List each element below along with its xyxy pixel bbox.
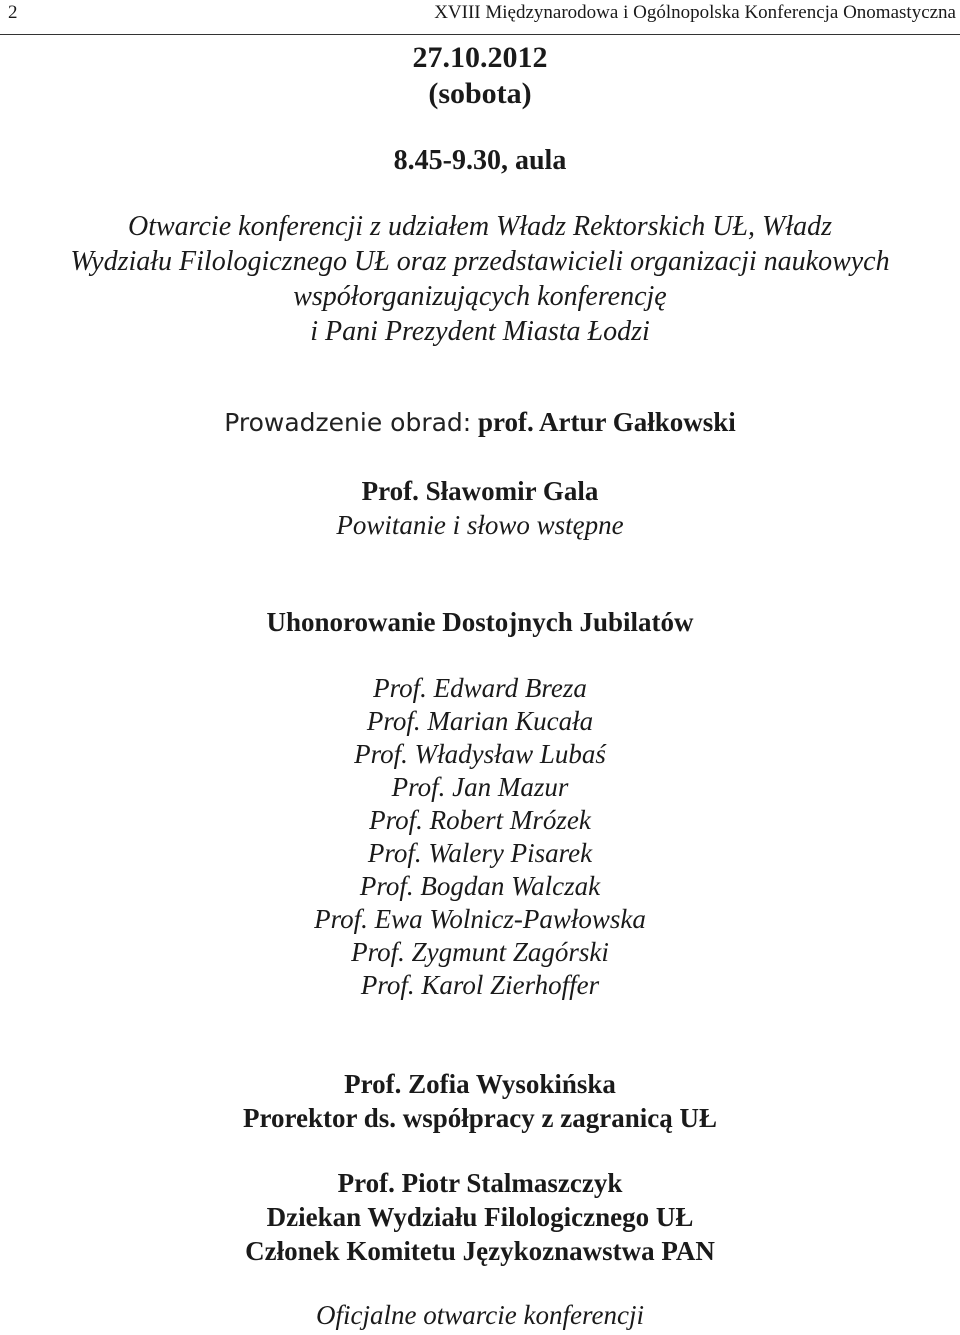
opening-line: i Pani Prezydent Miasta Łodzi bbox=[310, 316, 650, 347]
page-header bbox=[0, 0, 960, 35]
session-day: (sobota) bbox=[428, 77, 532, 110]
speaker-name: Prof. Sławomir Gala bbox=[361, 476, 599, 506]
chair-label: Prowadzenie obrad: bbox=[224, 408, 472, 437]
jubilee-item: Prof. Władysław Lubaś bbox=[354, 739, 606, 769]
jubilee-item: Prof. Walery Pisarek bbox=[367, 838, 593, 868]
chair-name: prof. Artur Gałkowski bbox=[477, 407, 736, 437]
jubilee-item: Prof. Edward Breza bbox=[373, 673, 587, 703]
jubilee-item: Prof. Jan Mazur bbox=[391, 772, 569, 802]
speaker-talk-title: Powitanie i słowo wstępne bbox=[336, 510, 624, 540]
prorector-name: Prof. Zofia Wysokińska bbox=[344, 1069, 616, 1099]
dean-name: Prof. Piotr Stalmaszczyk bbox=[337, 1168, 623, 1198]
jubilee-item: Prof. Karol Zierhoffer bbox=[360, 970, 600, 1000]
session-time: 8.45-9.30, aula bbox=[393, 145, 567, 176]
jubilee-item: Prof. Zygmunt Zagórski bbox=[351, 937, 609, 967]
official-opening: Oficjalne otwarcie konferencji bbox=[316, 1300, 644, 1330]
jubilee-item: Prof. Marian Kucała bbox=[366, 706, 594, 736]
honor-heading: Uhonorowanie Dostojnych Jubilatów bbox=[266, 607, 694, 637]
opening-description bbox=[0, 209, 960, 349]
session-date: 27.10.2012 bbox=[412, 41, 548, 74]
opening-line: Wydziału Filologicznego UŁ oraz przedstawicieli organizacji naukowych bbox=[70, 246, 890, 277]
jubilee-item: Prof. Ewa Wolnicz-Pawłowska bbox=[314, 904, 646, 934]
jubilee-item: Prof. Robert Mrózek bbox=[369, 805, 591, 835]
chair-line bbox=[0, 405, 960, 440]
dean-role: Dziekan Wydziału Filologicznego UŁ bbox=[266, 1202, 694, 1232]
prorector-role: Prorektor ds. współpracy z zagranicą UŁ bbox=[243, 1103, 717, 1133]
running-head: XVIII Międzynarodowa i Ogólnopolska Konferencja Onomastyczna bbox=[434, 2, 956, 23]
jubilee-item: Prof. Bogdan Walczak bbox=[359, 871, 601, 901]
opening-line: Otwarcie konferencji z udziałem Władz Rektorskich UŁ, Władz bbox=[127, 211, 833, 242]
jubilee-list bbox=[0, 672, 960, 1002]
page-number: 2 bbox=[8, 2, 18, 23]
opening-line: współorganizujących konferencję bbox=[293, 281, 667, 312]
committee-role: Członek Komitetu Językoznawstwa PAN bbox=[245, 1236, 715, 1266]
